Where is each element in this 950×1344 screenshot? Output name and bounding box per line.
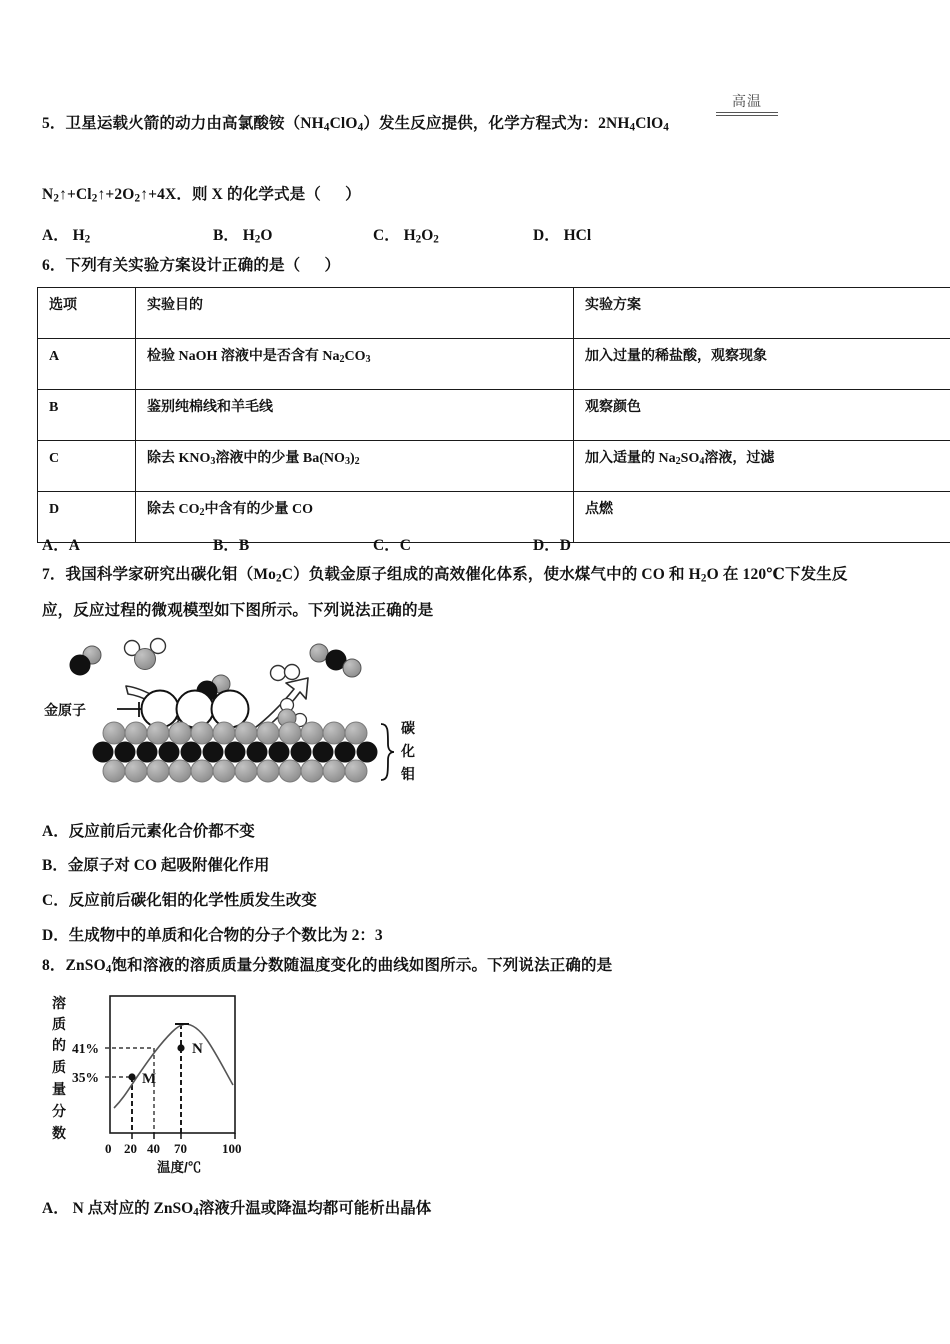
carbide-lattice-carbon-row (93, 742, 378, 763)
table-row (38, 390, 950, 441)
ylabel-char-3: 的 (52, 1037, 66, 1053)
q6-option-b-text: B (238, 537, 250, 554)
q7-stem-line2-text: 应，反应过程的微观模型如下图所示。下列说法正确的是 (42, 602, 434, 619)
reactant-co-molecule (70, 646, 101, 675)
q7-option-a[interactable] (42, 819, 255, 841)
table-cell-goal-c: 除去 $KNO_3$溶液中的少量 $Ba(NO_3)_2$ (136, 441, 574, 492)
table-cell-option-b: B (38, 390, 136, 441)
q7-option-d[interactable] (42, 923, 383, 945)
solubility-curve-chart (44, 986, 344, 1178)
table-cell-plan-b: 观察颜色 (574, 390, 950, 441)
table-header-option: 选项 (38, 288, 136, 339)
carbide-brace (381, 724, 394, 780)
q5-option-d-text: HCl (559, 227, 592, 244)
q8-stem (42, 957, 612, 977)
product-co2-molecule (310, 644, 361, 677)
q8-option-a-letter: A． (42, 1200, 69, 1217)
q8-option-a-text: N 点对应的 ZnSO$_4$溶液升温或降温均都可能析出晶体 (68, 1200, 432, 1219)
q6-option-d[interactable] (533, 533, 571, 555)
q5-option-d-letter: D． (533, 227, 560, 244)
reactant-h2o-molecule (125, 639, 166, 670)
q7-option-a-text: 反应前后元素化合价都不变 (68, 823, 255, 840)
q5-option-a[interactable] (42, 223, 90, 245)
q8-option-a[interactable] (42, 1196, 431, 1218)
reaction-arrow-rule (716, 112, 778, 117)
ylabel-char-6: 分 (52, 1103, 66, 1119)
q5-option-d[interactable] (533, 223, 591, 245)
q7-stem-line2 (42, 602, 433, 621)
table-row (38, 441, 950, 492)
q5-stem-line2-text: $N_2↑+Cl_2↑+2O_2↑+4X$．则 X 的化学式是（ ） (42, 186, 361, 205)
q5-option-b-text: $H_2O$ (238, 227, 273, 246)
q5-option-b[interactable] (213, 223, 272, 245)
data-point-n (177, 1044, 184, 1051)
q6-option-d-text: D (559, 537, 571, 554)
q5-option-c-text: $H_2O_2$ (399, 227, 439, 246)
table-cell-plan-c: 加入适量的 $Na_2SO_4$溶液，过滤 (574, 441, 950, 492)
ylabel-char-7: 数 (52, 1125, 66, 1141)
q6-stem-text: 6．下列有关实验方案设计正确的是（ ） (42, 257, 341, 274)
q6-option-c-text: C (399, 537, 411, 554)
q6-option-b[interactable] (213, 533, 249, 555)
xtick-label-70: 70 (174, 1141, 187, 1156)
xtick-label-40: 40 (147, 1141, 160, 1156)
experiment-scheme-table (37, 287, 950, 543)
xtick-label-100: 100 (222, 1141, 242, 1156)
q7-stem-line1-text: 7．我国科学家研究出碳化钼$(Mo_2C)$负载金原子组成的高效催化体系，使水煤气中的 CO 和 $H_2O$ 在 120℃下发生反 (42, 566, 848, 585)
q6-option-d-letter: D． (533, 537, 560, 554)
table-cell-plan-d: 点燃 (574, 492, 950, 543)
ylabel-char-1: 溶 (52, 995, 66, 1011)
table-row (38, 492, 950, 543)
data-point-m (128, 1073, 135, 1080)
q6-option-a[interactable] (42, 533, 80, 555)
data-point-m-label: M (142, 1071, 157, 1087)
q6-option-c-letter: C． (373, 537, 400, 554)
reaction-condition-high-temp (716, 96, 778, 116)
carbide-label-char-1: 碳 (401, 720, 415, 736)
ylabel-char-4: 质 (52, 1059, 66, 1075)
q5-option-c-letter: C． (373, 227, 400, 244)
ylabel-char-2: 质 (52, 1016, 66, 1032)
gold-atom-leader-line (117, 702, 141, 717)
q7-option-c-letter: C． (42, 892, 69, 909)
table-cell-plan-a: 加入过量的稀盐酸，观察现象 (574, 339, 950, 390)
carbide-label-char-2: 化 (401, 743, 415, 759)
q5-stem-line1 (42, 115, 669, 135)
xaxis-label: 温度/℃ (157, 1160, 202, 1175)
q6-option-b-letter: B． (213, 537, 239, 554)
xtick-label-20: 20 (124, 1141, 137, 1156)
q7-option-b-letter: B． (42, 857, 68, 874)
q7-option-c-text: 反应前后碳化钼的化学性质发生改变 (68, 892, 317, 909)
q5-option-a-letter: A． (42, 227, 69, 244)
q6-option-a-text: A (68, 537, 80, 554)
q7-option-c[interactable] (42, 888, 317, 910)
xaxis-ticks (132, 1133, 235, 1139)
q5-option-c[interactable] (373, 223, 439, 245)
carbide-label-char-3: 钼 (401, 766, 415, 782)
catalysis-mechanism-figure (44, 632, 440, 800)
q7-stem-line1 (42, 566, 848, 586)
table-cell-option-a: A (38, 339, 136, 390)
q5-option-a-text: $H_2$ (68, 227, 91, 246)
q7-option-d-letter: D． (42, 927, 69, 944)
q6-stem (42, 257, 340, 276)
product-h2-molecule (271, 665, 300, 681)
table-header-goal: 实验目的 (136, 288, 574, 339)
q5-stem-line2 (42, 186, 361, 206)
ylabel-char-5: 量 (52, 1081, 66, 1097)
chart-plot-frame (110, 996, 235, 1133)
table-cell-goal-b: 鉴别纯棉线和羊毛线 (136, 390, 574, 441)
table-cell-option-c: C (38, 441, 136, 492)
table-cell-goal-a: 检验 NaOH 溶液中是否含有 $Na_2CO_3$ (136, 339, 574, 390)
q7-option-b-text: 金原子对 CO 起吸附催化作用 (67, 857, 270, 874)
carbide-lattice-bottom-row (103, 760, 367, 782)
q5-option-b-letter: B． (213, 227, 239, 244)
ytick-label-35: 35% (72, 1070, 99, 1085)
table-row (38, 339, 950, 390)
q7-option-b[interactable] (42, 853, 269, 875)
q7-option-a-letter: A． (42, 823, 69, 840)
q8-stem-text: 8．ZnSO$_4$饱和溶液的溶质质量分数随温度变化的曲线如图所示。下列说法正确的是 (42, 957, 613, 976)
q6-option-a-letter: A． (42, 537, 69, 554)
table-header-plan: 实验方案 (574, 288, 950, 339)
table-cell-option-d: D (38, 492, 136, 543)
reaction-condition-label: 高温 (732, 95, 762, 110)
ytick-label-41: 41% (72, 1041, 99, 1056)
gold-atom-label: 金原子 (44, 702, 86, 718)
q6-option-c[interactable] (373, 533, 411, 555)
q7-option-d-text: 生成物中的单质和化合物的分子个数比为 2：3 (68, 927, 383, 944)
xtick-label-0: 0 (105, 1141, 112, 1156)
data-point-n-label: N (192, 1041, 203, 1057)
q5-stem-line1-text: 5．卫星运载火箭的动力由高氯酸铵$(NH_4ClO_4)$发生反应提供，化学方程式为：$2NH_4ClO_4$ (42, 115, 670, 134)
table-cell-goal-d: 除去 $CO_2$中含有的少量 CO (136, 492, 574, 543)
table-header-row (38, 288, 950, 339)
